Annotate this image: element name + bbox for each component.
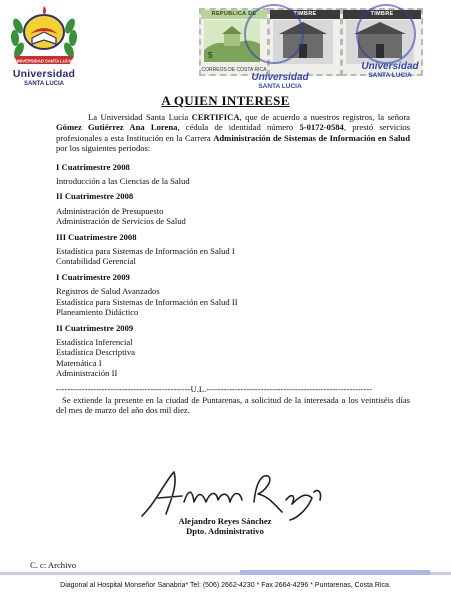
career-name: Administración de Sistemas de Información en Salud [213,132,410,143]
seal-subtitle: SANTA LUCIA [368,72,412,79]
term-section [56,191,410,226]
certifica-text: CERTIFICA [191,112,240,122]
signer-department: Dpto. Administrativo [186,526,264,537]
stamp-header: REPUBLICA DE [201,10,267,19]
stamp-value: 5 [208,51,213,60]
cc-note: C. c: Archivo [30,560,77,570]
seal-name: Universidad [251,72,309,83]
footer-address: Diagonal al Hospital Monseñor Sanabria* Tel: (506) 2662-4230 * Fax 2664-4296 * Puntarenas, Costa Rica. [60,582,391,589]
course-item: Registros de Salud Avanzados [56,286,160,297]
stamp-footer: CORREOS DE COSTA RICA [201,67,267,73]
closing-paragraph: Se extiende la presente en la ciudad de Puntarenas, a solicitud de la interesada a los veintiséis días del mes de marzo del año dos mil diez. [56,394,410,416]
terms-list [56,162,410,379]
term-title: II Cuatrimestre 2008 [56,191,134,202]
term-title: I Cuatrimestre 2009 [56,271,130,282]
term-section [56,323,410,379]
seal-name: Universidad [361,61,419,72]
term-title: I Cuatrimestre 2008 [56,161,130,172]
intro-text: por los siguientes periodos: [56,143,151,154]
logo-subtitle: SANTA LUCIA [24,81,64,87]
course-item: Estadística Descriptiva [56,347,135,358]
intro-paragraph [56,112,410,154]
course-item: Contabilidad Gerencial [56,256,136,267]
separator-line: -----------------------------------------------U.L.---------------------------------------------------------- [56,383,373,394]
intro-text: , prestó servicios profesionales a esta Institución en la Carrera [56,122,410,143]
intro-text: La Universidad Santa Lucía [88,112,192,122]
course-item: Administración de Presupuesto [56,205,164,216]
term-title: II Cuatrimestre 2009 [56,322,134,333]
document-body [56,112,410,416]
course-item: Introducción a las Ciencias de la Salud [56,176,190,187]
intro-text: , que de acuerdo a nuestros registros, la señora [239,112,410,122]
cancellation-seal-icon [244,4,304,64]
course-item: Planeamiento Didáctico [56,307,139,318]
term-section [56,272,410,318]
signer-name: Alejandro Reyes Sánchez [178,516,272,526]
course-item: Administración de Servicios de Salud [56,216,186,227]
logo-emblem-icon [6,4,82,70]
document-title: A QUIEN INTERESE [161,93,290,108]
course-item: Matemática I [56,357,102,368]
term-title: III Cuatrimestre 2008 [56,231,137,242]
course-item: Administración II [56,368,118,379]
course-item: Estadística para Sistemas de Información en Salud II [56,296,238,307]
term-section [56,232,410,267]
stamp-header: TIMBRE [270,10,340,19]
course-item: Estadística Inferencial [56,336,133,347]
logo-name: Universidad [12,68,76,80]
handwritten-signature-icon [136,462,326,524]
logo-ribbon-text: UNIVERSIDAD SANTA LUCIA [15,58,73,64]
footer-accent [240,570,430,575]
intro-text: , cédula de identidad número [177,122,300,133]
stamp-header: TIMBRE [343,10,421,19]
seal-subtitle: SANTA LUCIA [258,83,302,90]
signer-block [100,516,350,537]
course-item: Estadística para Sistemas de Información en Salud I [56,246,235,257]
term-section [56,162,410,187]
id-number: 5-0172-0584 [299,122,344,133]
cancellation-seal-icon [356,4,416,64]
person-name: Gómez Gutiérrez Ana Lorena [56,122,178,133]
